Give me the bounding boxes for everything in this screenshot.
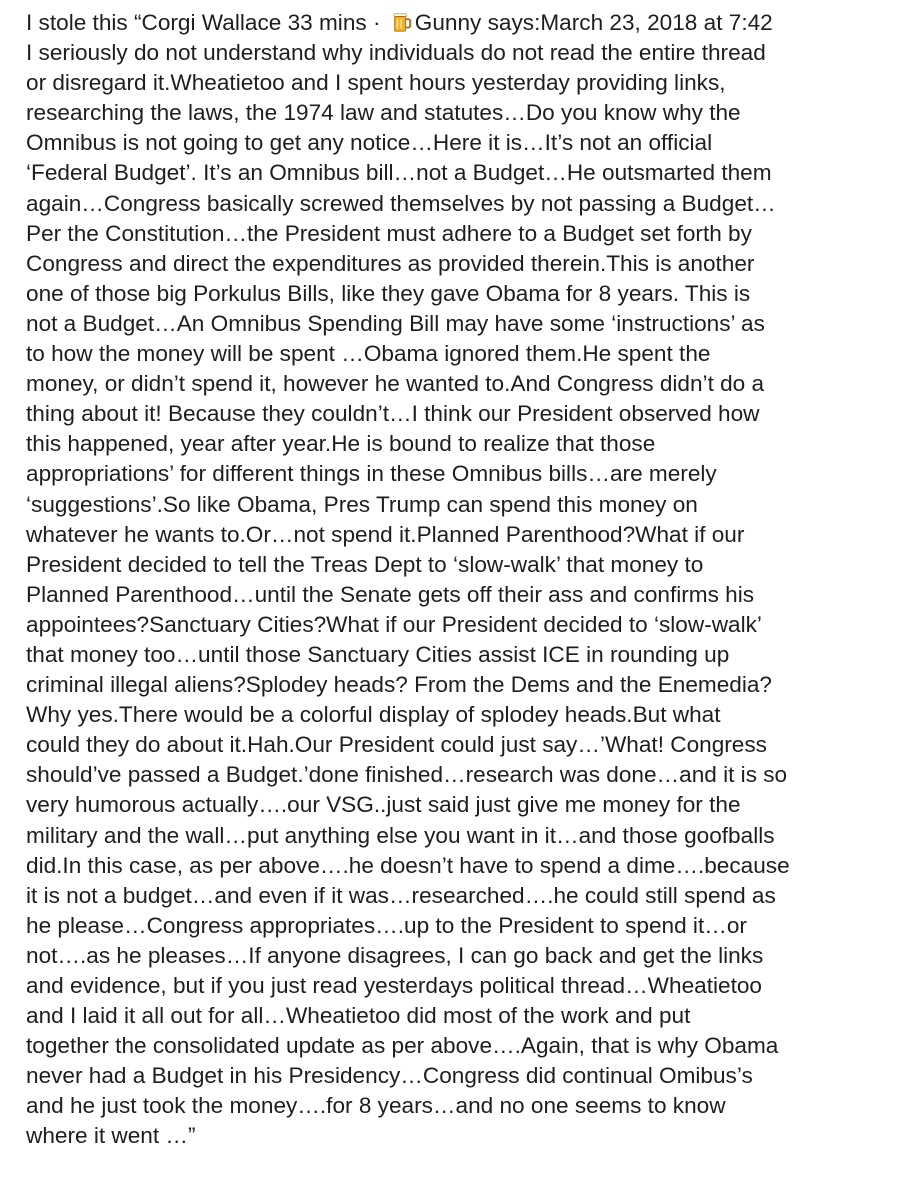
post-line: one of those big Porkulus Bills, like they gave Obama for 8 years. This is: [26, 280, 751, 306]
post-header-suffix: Gunny says:March 23, 2018 at 7:42: [414, 10, 773, 35]
post-line: and he just took the money….for 8 years…and no one seems to know: [26, 1093, 726, 1119]
post-line: could they do about it.Hah.Our President could just say…’What! Congress: [26, 732, 767, 758]
post-line: Congress and direct the expenditures as provided therein.This is another: [26, 250, 755, 276]
post-line: together the consolidated update as per above….Again, that is why Obama: [26, 1033, 779, 1059]
post-line: it is not a budget…and even if it was…researched….he could still spend as: [26, 882, 776, 908]
post-line: Per the Constitution…the President must adhere to a Budget set forth by: [26, 220, 752, 246]
post-body: [26, 8, 904, 1152]
post-line: appropriations’ for different things in these Omnibus bills…are merely: [26, 461, 717, 487]
post-line: to how the money will be spent …Obama ignored them.He spent the: [26, 341, 711, 367]
post-line: not a Budget…An Omnibus Spending Bill may have some ‘instructions’ as: [26, 310, 765, 336]
beer-mug-icon: [391, 11, 413, 33]
post-line: military and the wall…put anything else you want in it…and those goofballs: [26, 822, 775, 848]
post-header-prefix: I stole this “Corgi Wallace 33 mins ·: [26, 10, 387, 35]
post-line: Omnibus is not going to get any notice…Here it is…It’s not an official: [26, 130, 713, 156]
post-line: where it went …”: [26, 1123, 196, 1149]
post-line: or disregard it.Wheatietoo and I spent hours yesterday providing links,: [26, 70, 726, 96]
post-line: criminal illegal aliens?Splodey heads? From the Dems and the Enemedia?: [26, 672, 773, 698]
post-line: again…Congress basically screwed themselves by not passing a Budget…: [26, 190, 776, 216]
post-line: not….as he pleases…If anyone disagrees, I can go back and get the links: [26, 942, 764, 968]
post-line: never had a Budget in his Presidency…Congress did continual Omibus’s: [26, 1063, 753, 1089]
post-line: money, or didn’t spend it, however he wanted to.And Congress didn’t do a: [26, 371, 765, 397]
post-line: this happened, year after year.He is bound to realize that those: [26, 431, 656, 457]
post-line: appointees?Sanctuary Cities?What if our President decided to ‘slow-walk’: [26, 611, 762, 637]
post-paragraph: [26, 38, 904, 1151]
post-header-line: [26, 8, 904, 38]
post-line: he please…Congress appropriates….up to the President to spend it…or: [26, 912, 747, 938]
post-line: and I laid it all out for all…Wheatietoo did most of the work and put: [26, 1003, 691, 1029]
post-line: President decided to tell the Treas Dept to ‘slow-walk’ that money to: [26, 551, 704, 577]
post-line: ‘suggestions’.So like Obama, Pres Trump can spend this money on: [26, 491, 698, 517]
post-line: did.In this case, as per above….he doesn’t have to spend a dime….because: [26, 852, 790, 878]
post-text: [26, 8, 904, 1152]
post-line: that money too…until those Sanctuary Cities assist ICE in rounding up: [26, 641, 730, 667]
post-line: researching the laws, the 1974 law and statutes…Do you know why the: [26, 100, 741, 126]
post-line: Planned Parenthood…until the Senate gets off their ass and confirms his: [26, 581, 755, 607]
post-line: should’ve passed a Budget.’done finished…research was done…and it is so: [26, 762, 788, 788]
post-line: whatever he wants to.Or…not spend it.Planned Parenthood?What if our: [26, 521, 745, 547]
post-line: and evidence, but if you just read yesterdays political thread…Wheatietoo: [26, 973, 762, 998]
post-line: very humorous actually….our VSG..just said just give me money for the: [26, 792, 741, 818]
post-line: ‘Federal Budget’. It’s an Omnibus bill…not a Budget…He outsmarted them: [26, 160, 772, 186]
post-line: thing about it! Because they couldn’t…I think our President observed how: [26, 401, 760, 427]
post-line: Why yes.There would be a colorful display of splodey heads.But what: [26, 702, 721, 728]
post-line: I seriously do not understand why individuals do not read the entire thread: [26, 40, 766, 66]
